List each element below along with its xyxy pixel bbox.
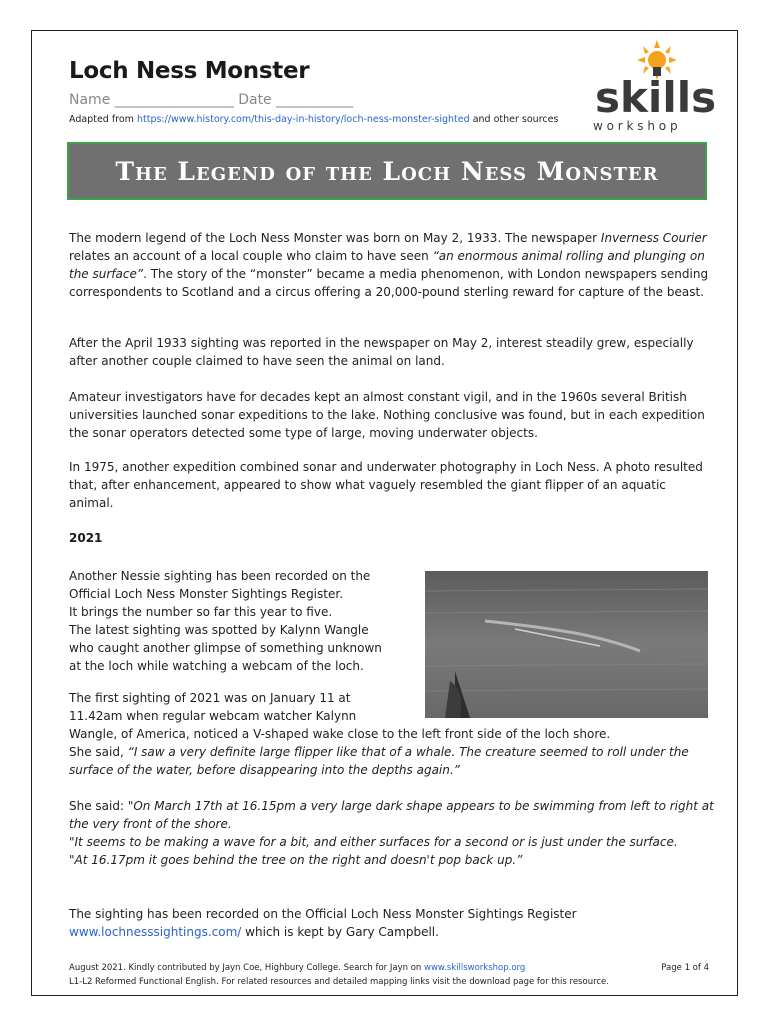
paragraph-register: The sighting has been recorded on the Official Loch Ness Monster Sightings Register www.lochnesssightings.com/ which is kept by Gary Campbell. <box>69 907 577 939</box>
adapted-suffix: and other sources <box>469 114 559 125</box>
footer-link[interactable]: www.skillsworkshop.org <box>424 963 526 973</box>
adapted-prefix: Adapted from <box>69 114 137 125</box>
footer-line-2: L1-L2 Reformed Functional English. For related resources and detailed mapping links visit the download page for this resource. <box>69 977 609 987</box>
svg-text:w o r k s h o p: w o r k s h o p <box>593 119 678 133</box>
source-link[interactable]: https://www.history.com/this-day-in-history/loch-ness-monster-sighted <box>136 114 470 125</box>
paragraph-2: After the April 1933 sighting was reported in the newspaper on May 2, interest steadily grew, especially after another couple claimed to have seen the animal on land. <box>69 336 694 368</box>
paragraph-2021-intro: Another Nessie sighting has been recorded on the Official Loch Ness Monster Sightings Register. It brings the number so far this year to five. The latest sighting was spotted by Kalynn Wangle who caught another glimpse of something unknown at the loch while watching a webcam of the loch. <box>69 569 382 673</box>
skills-workshop-logo <box>585 40 725 135</box>
footer-line-1: August 2021. Kindly contributed by Jayn Coe, Highbury College. Search for Jayn on www.skillsworkshop.org Page 1 of 4 <box>69 963 709 973</box>
source-attribution <box>69 114 558 125</box>
paragraph-march-sighting: She said: "On March 17th at 16.15pm a very large dark shape appears to be swimming from left to right at the very front of the shore. "It seems to be making a wave for a bit, and either surfaces for a second or is just under the surface. "At 16.17pm it goes behind the tree on the right and doesn't pop back up.” <box>69 799 714 867</box>
paragraph-4: In 1975, another expedition combined sonar and underwater photography in Loch Ness. A photo resulted that, after enhancement, appeared to show what vaguely resembled the giant flipper of an aquatic animal. <box>69 460 703 510</box>
name-date-line: Name _________________ Date ___________ <box>69 92 354 108</box>
paragraph-first-sighting-b: Wangle, of America, noticed a V-shaped wake close to the left front side of the loch shore. She said, “I saw a very definite large flipper like that of a whale. The creature seemed to roll under the surface of the water, before disappearing into the depths again.” <box>69 727 689 777</box>
lightbulb-icon <box>585 40 725 135</box>
section-heading-2021: 2021 <box>69 531 103 545</box>
loch-ness-photo <box>425 571 708 718</box>
page-title: Loch Ness Monster <box>69 58 310 84</box>
title-banner <box>67 142 707 200</box>
banner-title: The Legend of the Loch Ness Monster <box>115 156 659 186</box>
paragraph-1: The modern legend of the Loch Ness Monster was born on May 2, 1933. The newspaper Inverness Courier relates an account of a local couple who claim to have seen “an enormous animal rolling and plunging on the surface”. The story of the “monster” became a media phenomenon, with London newspapers sending correspondents to Scotland and a circus offering a 20,000-pound sterling reward for capture of the beast. <box>69 231 709 299</box>
paragraph-first-sighting-a: The first sighting of 2021 was on January 11 at 11.42am when regular webcam watcher Kalynn <box>69 691 357 723</box>
page-number: Page 1 of 4 <box>661 963 709 973</box>
paragraph-3: Amateur investigators have for decades kept an almost constant vigil, and in the 1960s several British universities launched sonar expeditions to the lake. Nothing conclusive was found, but in each expedition the sonar operators detected some type of large, moving underwater objects. <box>69 390 705 440</box>
svg-text:skills: skills <box>595 73 717 122</box>
register-link[interactable]: www.lochnesssightings.com/ <box>69 925 242 939</box>
